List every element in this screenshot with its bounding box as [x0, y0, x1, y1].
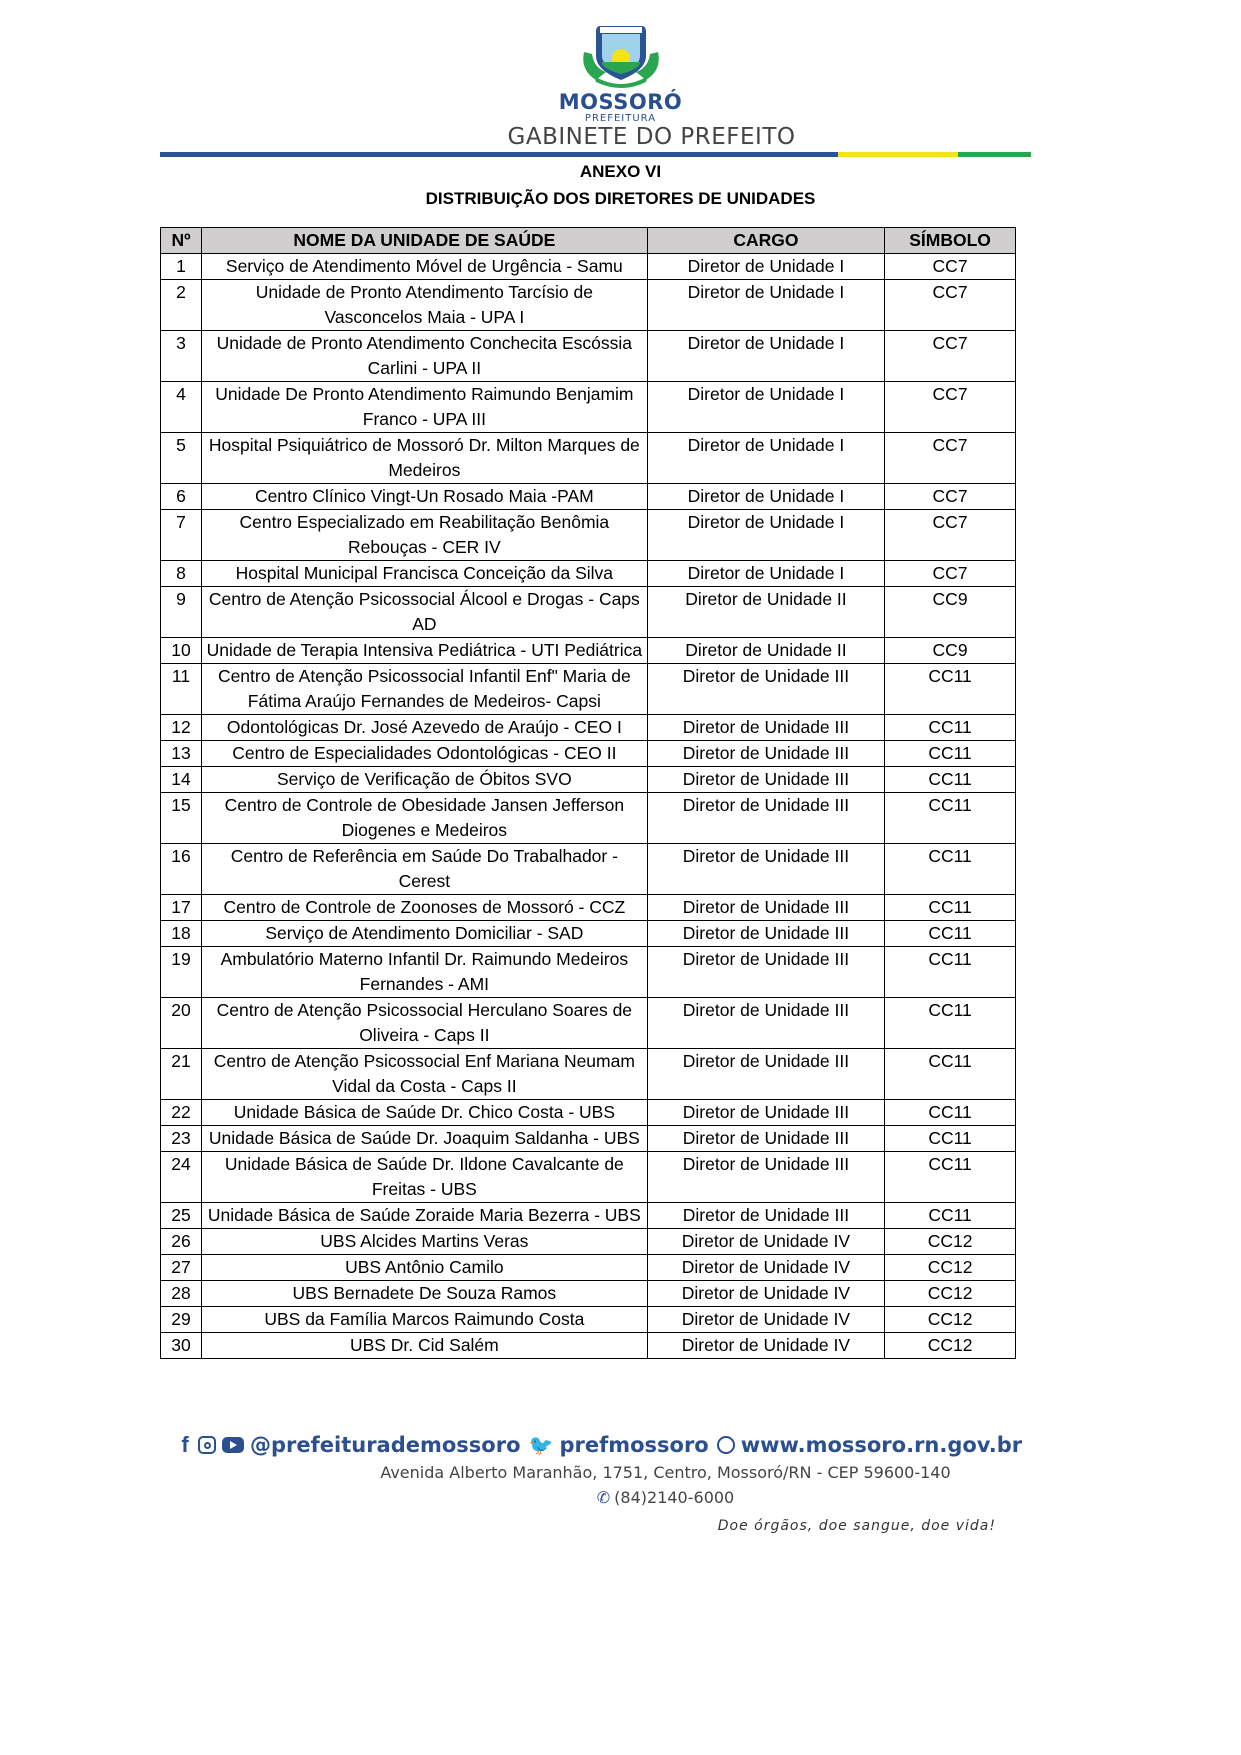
cell-name: Centro de Controle de Zoonoses de Mossoró - CCZ: [201, 895, 647, 921]
municipal-crest: [0, 22, 1241, 88]
cell-no: 29: [161, 1307, 202, 1333]
header-simbolo: SÍMBOLO: [885, 228, 1016, 254]
cell-no: 22: [161, 1100, 202, 1126]
cell-cargo: Diretor de Unidade IV: [647, 1307, 884, 1333]
cell-name: Centro Especializado em Reabilitação Benômia Rebouças - CER IV: [201, 510, 647, 561]
crest-icon: [576, 22, 666, 88]
cell-cargo: Diretor de Unidade III: [647, 715, 884, 741]
cell-simbolo: CC11: [885, 741, 1016, 767]
annex-title: ANEXO VI: [579, 162, 662, 181]
cell-cargo: Diretor de Unidade I: [647, 382, 884, 433]
cell-name: UBS Antônio Camilo: [201, 1255, 647, 1281]
cell-name: UBS Bernadete De Souza Ramos: [201, 1281, 647, 1307]
cell-simbolo: CC11: [885, 715, 1016, 741]
website: www.mossoro.rn.gov.br: [740, 1433, 1023, 1457]
cell-simbolo: CC12: [885, 1281, 1016, 1307]
cell-cargo: Diretor de Unidade II: [647, 587, 884, 638]
cell-simbolo: CC12: [885, 1255, 1016, 1281]
header-no: Nº: [161, 228, 202, 254]
table-row: [161, 280, 1016, 331]
phone-icon: ✆: [596, 1488, 611, 1507]
cell-no: 4: [161, 382, 202, 433]
cell-simbolo: CC7: [885, 331, 1016, 382]
cell-name: Centro de Referência em Saúde Do Trabalhador - Cerest: [201, 844, 647, 895]
cell-simbolo: CC7: [885, 280, 1016, 331]
cell-cargo: Diretor de Unidade IV: [647, 1229, 884, 1255]
cell-simbolo: CC11: [885, 1203, 1016, 1229]
cell-name: UBS da Família Marcos Raimundo Costa: [201, 1307, 647, 1333]
cell-no: 10: [161, 638, 202, 664]
table-row: [161, 767, 1016, 793]
cell-no: 27: [161, 1255, 202, 1281]
cell-no: 7: [161, 510, 202, 561]
cell-name: Unidade Básica de Saúde Dr. Chico Costa - UBS: [201, 1100, 647, 1126]
phone-number: (84)2140-6000: [614, 1488, 735, 1507]
cell-cargo: Diretor de Unidade I: [647, 280, 884, 331]
table-row: [161, 510, 1016, 561]
social-handle: @prefeiturademossoro: [250, 1433, 521, 1457]
cell-no: 13: [161, 741, 202, 767]
cell-name: Centro Clínico Vingt-Un Rosado Maia -PAM: [201, 484, 647, 510]
cell-name: Odontológicas Dr. José Azevedo de Araújo - CEO I: [201, 715, 647, 741]
cell-name: Serviço de Atendimento Móvel de Urgência - Samu: [201, 254, 647, 280]
cell-no: 6: [161, 484, 202, 510]
cell-no: 15: [161, 793, 202, 844]
table-header-row: [161, 228, 1016, 254]
table-row: [161, 1100, 1016, 1126]
table-row: [161, 484, 1016, 510]
cell-no: 18: [161, 921, 202, 947]
cell-no: 11: [161, 664, 202, 715]
cell-name: Centro de Atenção Psicossocial Infantil Enf" Maria de Fátima Araújo Fernandes de Medeiros- Capsi: [201, 664, 647, 715]
instagram-icon: [198, 1436, 216, 1454]
table-row: [161, 1049, 1016, 1100]
table-row: [161, 1152, 1016, 1203]
footer-phone: [0, 1488, 1241, 1507]
cell-name: Unidade Básica de Saúde Dr. Ildone Cavalcante de Freitas - UBS: [201, 1152, 647, 1203]
cell-cargo: Diretor de Unidade III: [647, 1100, 884, 1126]
table-row: [161, 1333, 1016, 1359]
table-row: [161, 1203, 1016, 1229]
cell-name: Centro de Especialidades Odontológicas - CEO II: [201, 741, 647, 767]
youtube-icon: [222, 1437, 244, 1453]
table-row: [161, 331, 1016, 382]
cell-name: Serviço de Verificação de Óbitos SVO: [201, 767, 647, 793]
footer-slogan: Doe órgãos, doe sangue, doe vida!: [717, 1518, 996, 1534]
cell-cargo: Diretor de Unidade III: [647, 947, 884, 998]
cell-no: 21: [161, 1049, 202, 1100]
cell-cargo: Diretor de Unidade III: [647, 1049, 884, 1100]
brand-name: MOSSORÓ: [558, 90, 683, 114]
units-table: [160, 227, 1016, 1359]
cell-cargo: Diretor de Unidade I: [647, 254, 884, 280]
document-title: DISTRIBUIÇÃO DOS DIRETORES DE UNIDADES: [425, 189, 816, 208]
cell-no: 5: [161, 433, 202, 484]
cell-cargo: Diretor de Unidade III: [647, 1203, 884, 1229]
header-cargo: CARGO: [647, 228, 884, 254]
twitter-handle: prefmossoro: [559, 1433, 709, 1457]
cell-no: 20: [161, 998, 202, 1049]
table-row: [161, 741, 1016, 767]
cell-simbolo: CC7: [885, 561, 1016, 587]
cell-cargo: Diretor de Unidade I: [647, 433, 884, 484]
cell-no: 14: [161, 767, 202, 793]
cell-no: 28: [161, 1281, 202, 1307]
table-row: [161, 998, 1016, 1049]
cell-simbolo: CC11: [885, 844, 1016, 895]
table-row: [161, 561, 1016, 587]
table-row: [161, 921, 1016, 947]
cell-simbolo: CC12: [885, 1307, 1016, 1333]
facebook-icon: f: [181, 1432, 189, 1457]
cell-no: 8: [161, 561, 202, 587]
twitter-icon: 🐦: [528, 1433, 554, 1457]
cell-simbolo: CC7: [885, 510, 1016, 561]
cell-name: Centro de Controle de Obesidade Jansen Jefferson Diogenes e Medeiros: [201, 793, 647, 844]
footer-social: [178, 1432, 1038, 1458]
cell-name: Hospital Psiquiátrico de Mossoró Dr. Milton Marques de Medeiros: [201, 433, 647, 484]
table-row: [161, 433, 1016, 484]
cell-no: 24: [161, 1152, 202, 1203]
cell-name: Hospital Municipal Francisca Conceição da Silva: [201, 561, 647, 587]
cell-no: 2: [161, 280, 202, 331]
brand-subtitle: PREFEITURA: [584, 113, 657, 124]
cell-cargo: Diretor de Unidade III: [647, 1152, 884, 1203]
cell-cargo: Diretor de Unidade IV: [647, 1333, 884, 1359]
cell-cargo: Diretor de Unidade I: [647, 561, 884, 587]
office-title: GABINETE DO PREFEITO: [507, 124, 796, 150]
cell-cargo: Diretor de Unidade I: [647, 484, 884, 510]
table-row: [161, 638, 1016, 664]
cell-simbolo: CC11: [885, 1100, 1016, 1126]
cell-cargo: Diretor de Unidade III: [647, 844, 884, 895]
cell-simbolo: CC12: [885, 1229, 1016, 1255]
cell-name: Unidade de Terapia Intensiva Pediátrica - UTI Pediátrica: [201, 638, 647, 664]
globe-icon: [717, 1436, 735, 1454]
cell-cargo: Diretor de Unidade III: [647, 741, 884, 767]
stripe-blue: [160, 152, 838, 157]
table-row: [161, 382, 1016, 433]
table-row: [161, 793, 1016, 844]
cell-simbolo: CC12: [885, 1333, 1016, 1359]
cell-name: Unidade de Pronto Atendimento Conchecita Escóssia Carlini - UPA II: [201, 331, 647, 382]
header-name: NOME DA UNIDADE DE SAÚDE: [201, 228, 647, 254]
cell-cargo: Diretor de Unidade I: [647, 510, 884, 561]
cell-no: 30: [161, 1333, 202, 1359]
cell-no: 9: [161, 587, 202, 638]
table-row: [161, 1307, 1016, 1333]
table-row: [161, 1126, 1016, 1152]
cell-simbolo: CC11: [885, 1152, 1016, 1203]
footer-address: Avenida Alberto Maranhão, 1751, Centro, Mossoró/RN - CEP 59600-140: [380, 1463, 951, 1482]
cell-no: 17: [161, 895, 202, 921]
cell-cargo: Diretor de Unidade III: [647, 895, 884, 921]
cell-name: Serviço de Atendimento Domiciliar - SAD: [201, 921, 647, 947]
table-row: [161, 947, 1016, 998]
cell-no: 19: [161, 947, 202, 998]
table-row: [161, 664, 1016, 715]
cell-simbolo: CC11: [885, 921, 1016, 947]
cell-no: 26: [161, 1229, 202, 1255]
table-row: [161, 1255, 1016, 1281]
cell-simbolo: CC7: [885, 254, 1016, 280]
header-color-stripe: [160, 152, 1031, 157]
cell-simbolo: CC11: [885, 664, 1016, 715]
table-body: [161, 254, 1016, 1359]
cell-simbolo: CC11: [885, 947, 1016, 998]
cell-simbolo: CC7: [885, 433, 1016, 484]
cell-name: UBS Alcides Martins Veras: [201, 1229, 647, 1255]
cell-name: Ambulatório Materno Infantil Dr. Raimundo Medeiros Fernandes - AMI: [201, 947, 647, 998]
cell-simbolo: CC11: [885, 767, 1016, 793]
cell-cargo: Diretor de Unidade I: [647, 331, 884, 382]
table-row: [161, 844, 1016, 895]
cell-cargo: Diretor de Unidade IV: [647, 1255, 884, 1281]
cell-simbolo: CC9: [885, 587, 1016, 638]
cell-cargo: Diretor de Unidade IV: [647, 1281, 884, 1307]
cell-no: 3: [161, 331, 202, 382]
cell-name: Unidade Básica de Saúde Zoraide Maria Bezerra - UBS: [201, 1203, 647, 1229]
table-row: [161, 587, 1016, 638]
cell-simbolo: CC11: [885, 998, 1016, 1049]
cell-name: Unidade De Pronto Atendimento Raimundo Benjamim Franco - UPA III: [201, 382, 647, 433]
cell-simbolo: CC9: [885, 638, 1016, 664]
stripe-green: [958, 152, 1031, 157]
cell-simbolo: CC11: [885, 1049, 1016, 1100]
cell-no: 12: [161, 715, 202, 741]
table-row: [161, 895, 1016, 921]
stripe-yellow: [838, 152, 958, 157]
cell-no: 16: [161, 844, 202, 895]
cell-simbolo: CC11: [885, 793, 1016, 844]
cell-name: Unidade de Pronto Atendimento Tarcísio de Vasconcelos Maia - UPA I: [201, 280, 647, 331]
table-row: [161, 1229, 1016, 1255]
cell-cargo: Diretor de Unidade III: [647, 767, 884, 793]
cell-cargo: Diretor de Unidade III: [647, 998, 884, 1049]
cell-name: Centro de Atenção Psicossocial Enf Mariana Neumam Vidal da Costa - Caps II: [201, 1049, 647, 1100]
cell-no: 1: [161, 254, 202, 280]
cell-cargo: Diretor de Unidade III: [647, 921, 884, 947]
cell-cargo: Diretor de Unidade III: [647, 1126, 884, 1152]
cell-simbolo: CC11: [885, 895, 1016, 921]
cell-simbolo: CC11: [885, 1126, 1016, 1152]
cell-simbolo: CC7: [885, 382, 1016, 433]
cell-cargo: Diretor de Unidade II: [647, 638, 884, 664]
cell-name: Unidade Básica de Saúde Dr. Joaquim Saldanha - UBS: [201, 1126, 647, 1152]
cell-no: 25: [161, 1203, 202, 1229]
table-row: [161, 1281, 1016, 1307]
table-row: [161, 254, 1016, 280]
cell-cargo: Diretor de Unidade III: [647, 664, 884, 715]
cell-cargo: Diretor de Unidade III: [647, 793, 884, 844]
cell-simbolo: CC7: [885, 484, 1016, 510]
cell-name: Centro de Atenção Psicossocial Herculano Soares de Oliveira - Caps II: [201, 998, 647, 1049]
cell-no: 23: [161, 1126, 202, 1152]
cell-name: UBS Dr. Cid Salém: [201, 1333, 647, 1359]
cell-name: Centro de Atenção Psicossocial Álcool e Drogas - Caps AD: [201, 587, 647, 638]
table-row: [161, 715, 1016, 741]
